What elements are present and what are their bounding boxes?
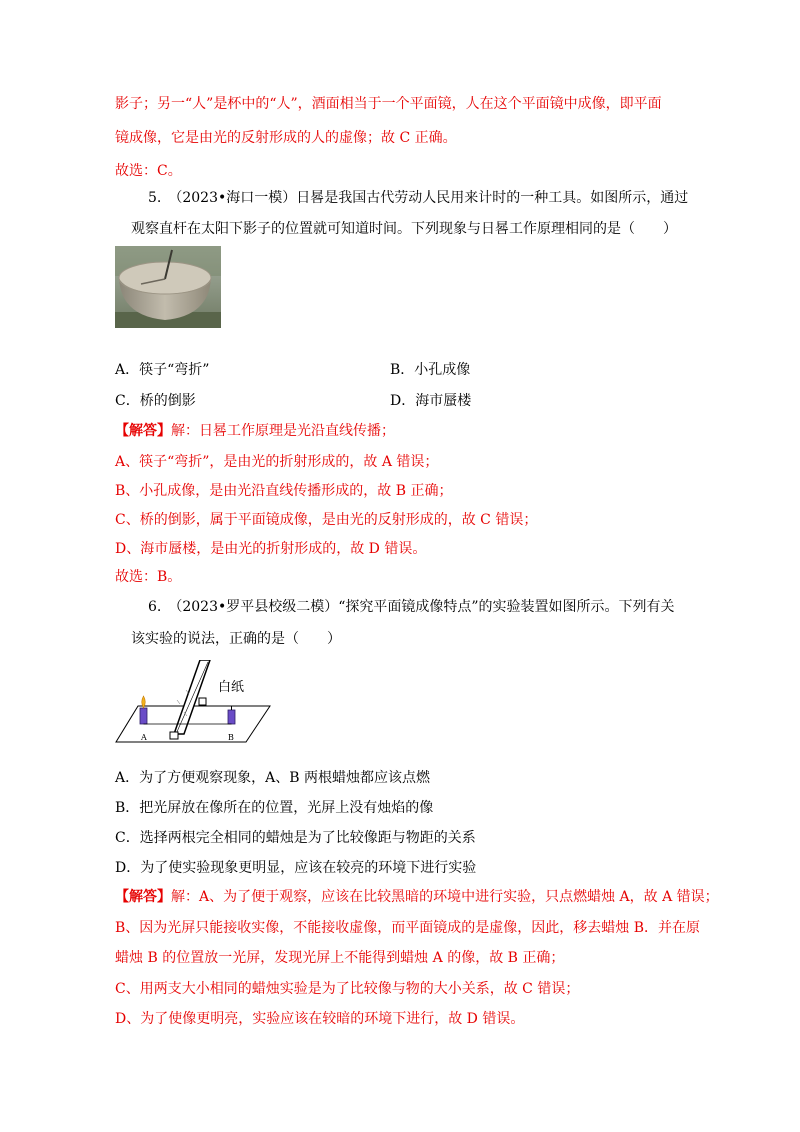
q5-stem-line-1: 5. （2023•海口一模）日晷是我国古代劳动人民用来计时的一种工具。如图所示，通过 [148,190,689,206]
mirror-experiment-diagram [114,660,274,746]
q6-analysis-b-line-2: 蜡烛 B 的位置放一光屏，发现光屏上不能得到蜡烛 A 的像，故 B 正确； [115,950,565,966]
figure-label-paper: 白纸 [218,680,245,695]
q6-answer-line-1 [115,887,719,907]
q6-option-c: C．选择两根完全相同的蜡烛是为了比较像距与物距的关系 [115,830,476,846]
q5-answer-head: 【解答】 [115,423,171,439]
q5-answer-line [115,421,395,441]
q5-answer-text: 解：日晷工作原理是光沿直线传播； [171,423,395,439]
sundial-photo [115,246,221,328]
q6-answer-head: 【解答】 [115,889,171,905]
q6-option-a: A．为了方便观察现象，A、B 两根蜡烛都应该点燃 [115,770,430,786]
q6-analysis-b-line-1: B、因为光屏只能接收实像，不能接收虚像，而平面镜成的是虚像，因此，移去蜡烛 B．并在原 [115,920,701,936]
q5-analysis-d: D、海市蜃楼，是由光的折射形成的，故 D 错误。 [115,541,427,557]
q6-option-d: D．为了使实验现象更明显，应该在较亮的环境下进行实验 [115,860,477,876]
q6-stem-line-1: 6. （2023•罗平县校级二模）“探究平面镜成像特点”的实验装置如图所示。下列有关 [148,599,675,615]
q5-option-d: D．海市蜃楼 [390,393,472,409]
q5-analysis-a: A、筷子“弯折”，是由光的折射形成的，故 A 错误； [115,454,439,470]
q5-analysis-b: B、小孔成像，是由光沿直线传播形成的，故 B 正确； [115,483,453,499]
q5-option-b: B．小孔成像 [390,362,471,378]
q6-analysis-a: 解：A、为了便于观察，应该在比较黑暗的环境中进行实验，只点燃蜡烛 A，故 A 错误； [171,889,719,905]
q5-analysis-c: C、桥的倒影，属于平面镜成像，是由光的反射形成的，故 C 错误； [115,512,538,528]
figure-label-a: A [141,733,147,742]
q6-option-b: B．把光屏放在像所在的位置，光屏上没有烛焰的像 [115,800,434,816]
q6-analysis-c: C、用两支大小相同的蜡烛实验是为了比较像与物的大小关系，故 C 错误； [115,981,580,997]
prev-answer-choice: 故选：C。 [115,163,182,179]
q6-analysis-d: D、为了使像更明亮，实验应该在较暗的环境下进行，故 D 错误。 [115,1011,525,1027]
q6-stem-line-2: 该实验的说法，正确的是（ ） [131,631,341,647]
q5-option-a: A．筷子“弯折” [115,362,210,378]
q5-option-c: C．桥的倒影 [115,393,196,409]
q5-stem-line-2: 观察直杆在太阳下影子的位置就可知道时间。下列现象与日晷工作原理相同的是（ ） [131,221,677,237]
q5-choice: 故选：B。 [115,569,182,585]
prev-answer-line-2: 镜成像，它是由光的反射形成的人的虚像；故 C 正确。 [115,130,457,146]
figure-label-b: B [228,733,234,742]
prev-answer-line-1: 影子；另一“人”是杯中的“人”，酒面相当于一个平面镜，人在这个平面镜中成像，即平面 [115,96,662,112]
